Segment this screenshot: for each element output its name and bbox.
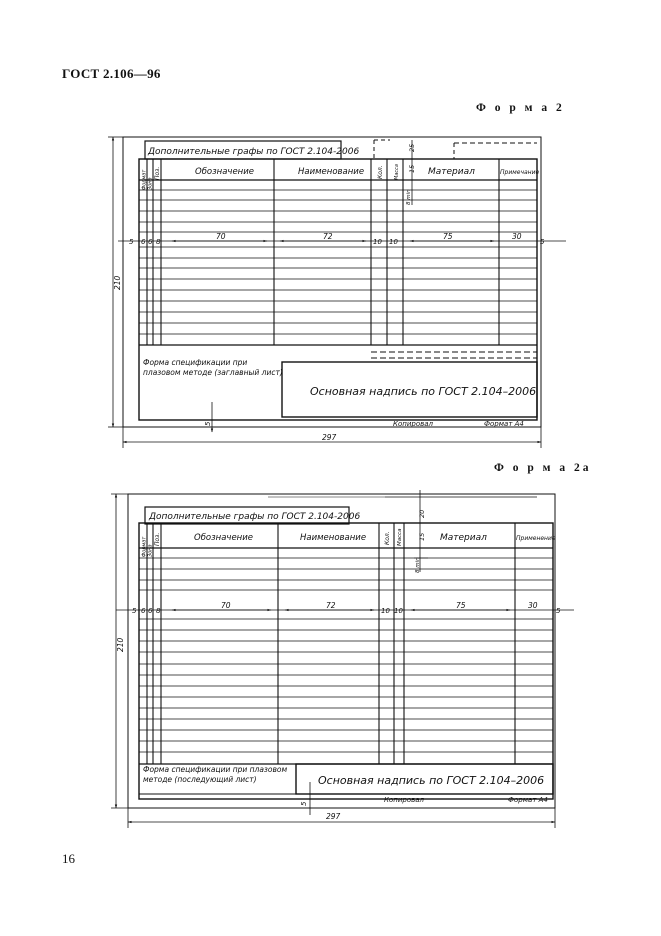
header-qty: Кол. <box>384 531 391 545</box>
dim-bottom: 5 <box>204 421 212 426</box>
dim-8min: 8 min <box>406 189 412 205</box>
table-rows <box>139 558 553 752</box>
header-zone: Зона <box>147 544 154 557</box>
bottom-note-box <box>143 358 283 386</box>
header-name: Наименование <box>300 533 367 543</box>
dim-15: 15 <box>408 164 416 173</box>
dim-70: 70 <box>216 232 226 241</box>
dim-10a: 10 <box>373 238 382 246</box>
header-designation: Обозначение <box>195 167 254 177</box>
dim-15: 15 <box>418 532 426 541</box>
form-2-drawing <box>108 137 566 448</box>
header-pos: Поз. <box>154 166 161 180</box>
dim-5-right: 5 <box>540 238 545 246</box>
extra-columns-caption: Дополнительные графы по ГОСТ 2.104-2006 <box>149 512 361 522</box>
dim-height: 210 <box>116 637 125 652</box>
dim-10b: 10 <box>394 607 403 615</box>
form-2-texts <box>113 144 545 442</box>
bottom-note-box <box>143 765 295 793</box>
format-label: Формат А4 <box>484 420 524 428</box>
dim-20: 20 <box>418 509 426 518</box>
dim-8min: 8 min <box>415 557 421 573</box>
format-label: Формат А4 <box>508 796 548 804</box>
dim-5-left: 5 <box>129 238 134 246</box>
dim-6a: 6 <box>141 238 146 246</box>
dim-width: 297 <box>326 812 341 821</box>
dim-5-left: 5 <box>132 607 137 615</box>
header-format: Формат <box>141 536 148 557</box>
copied-label: Копировал <box>384 796 424 804</box>
dim-bottom: 5 <box>300 801 308 806</box>
document-code: ГОСТ 2.106—96 <box>62 66 161 81</box>
dim-75: 75 <box>456 601 466 610</box>
table-rows <box>139 190 537 334</box>
page-number: 16 <box>62 851 75 866</box>
form-2a-texts <box>116 510 561 821</box>
form-2a-title: Ф о р м а 2а <box>494 462 592 474</box>
title-block-text: Основная надпись по ГОСТ 2.104–2006 <box>310 385 537 398</box>
column-lines <box>147 523 515 764</box>
header-qty: Кол. <box>377 165 384 179</box>
header-material: Материал <box>440 533 487 543</box>
dim-30: 30 <box>528 601 538 610</box>
header-note: Примечание <box>500 169 540 176</box>
header-mass: Масса <box>397 528 403 546</box>
dim-72: 72 <box>326 601 336 610</box>
extra-columns-caption: Дополнительные графы по ГОСТ 2.104-2006 <box>148 147 360 157</box>
bottom-note: Форма спецификации при плазовом методе (заглавный лист) <box>143 358 283 377</box>
header-format: Формат <box>141 169 148 190</box>
dim-6b: 6 <box>148 607 153 615</box>
dim-6a: 6 <box>141 607 146 615</box>
dim-height: 210 <box>113 275 122 290</box>
column-lines <box>147 159 499 345</box>
bottom-note: Форма спецификации при плазовом методе (последующий лист) <box>143 765 288 784</box>
dim-75: 75 <box>443 232 453 241</box>
copied-label: Копировал <box>393 420 433 428</box>
header-designation: Обозначение <box>194 533 253 543</box>
header-note: Применение <box>516 535 556 542</box>
dim-70: 70 <box>221 601 231 610</box>
form-2-title: Ф о р м а 2 <box>476 102 565 114</box>
dim-8: 8 <box>156 238 161 246</box>
dim-8: 8 <box>156 607 161 615</box>
dim-6b: 6 <box>148 238 153 246</box>
header-zone: Зона <box>147 177 154 190</box>
dim-10a: 10 <box>381 607 390 615</box>
header-mass: Масса <box>394 164 400 180</box>
dim-5-right: 5 <box>556 607 561 615</box>
title-block-text: Основная надпись по ГОСТ 2.104–2006 <box>318 774 545 787</box>
dim-10b: 10 <box>389 238 398 246</box>
inner-frame <box>139 523 553 799</box>
header-name: Наименование <box>298 167 365 177</box>
dim-72: 72 <box>323 232 333 241</box>
header-material: Материал <box>428 167 475 177</box>
dim-30: 30 <box>512 232 522 241</box>
header-pos: Поз. <box>154 532 161 546</box>
dim-25: 25 <box>408 143 416 152</box>
dim-width: 297 <box>322 433 337 442</box>
